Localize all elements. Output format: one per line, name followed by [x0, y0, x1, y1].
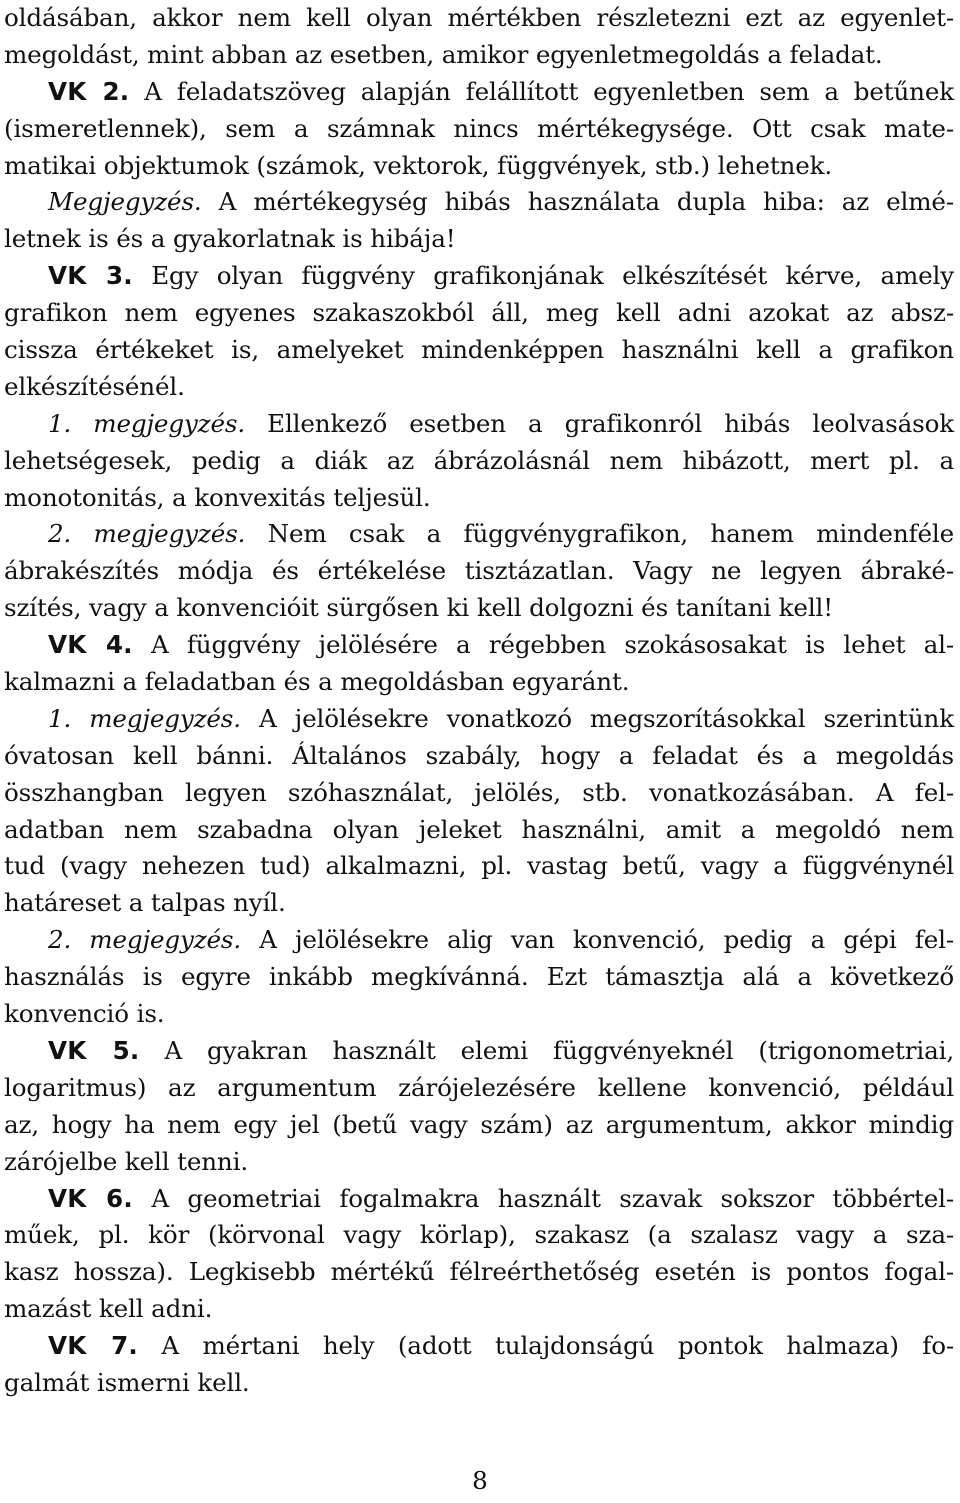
text-line: adatban nem szabadna olyan jeleket használni, amit a megoldó nem [4, 814, 954, 844]
rule-heading: VK 2. [48, 76, 130, 106]
text-line: letnek is és a gyakorlatnak is hibája! [4, 224, 456, 254]
rule-heading: VK 7. [48, 1331, 138, 1361]
text-line [4, 1328, 954, 1365]
text-line: galmát ismerni kell. [4, 1367, 250, 1397]
note-label: 2. megjegyzés. [48, 925, 242, 955]
note-text: Nem csak a függvénygrafikon, hanem mindenféle [245, 519, 954, 549]
note-label: Megjegyzés. [48, 187, 202, 217]
text-line: monotonitás, a konvexitás teljesül. [4, 482, 431, 512]
text-line: összhangban legyen szóhasználat, jelölés, stb. vonatkozásában. A fel- [4, 777, 954, 807]
text-line: megoldást, mint abban az esetben, amikor egyenletmegoldás a feladat. [4, 39, 883, 69]
note-text: A jelölésekre vonatkozó megszorításokkal szerintünk [240, 703, 954, 733]
text-line [4, 184, 954, 221]
text-line [4, 627, 954, 664]
note-text: A jelölésekre alig van konvenció, pedig a gépi fel- [241, 925, 954, 955]
rule-text: A gyakran használt elemi függvényeknél (trigonometriai, [139, 1035, 955, 1065]
rule-heading: VK 3. [48, 261, 133, 291]
text-line [4, 406, 954, 443]
text-line: műek, pl. kör (körvonal vagy körlap), szakasz (a szalasz vagy a sza- [4, 1220, 954, 1250]
text-line: használás is egyre inkább megkívánná. Ezt támasztja alá a következő [4, 962, 954, 992]
page-body [4, 0, 954, 1402]
rule-text: A feladatszöveg alapján felállított egyenletben sem a betűnek [129, 76, 955, 106]
page-number: 8 [472, 1466, 488, 1495]
text-line [4, 922, 954, 959]
text-line [4, 701, 954, 738]
text-line [4, 1181, 954, 1218]
text-line: logaritmus) az argumentum zárójelezésére kellene konvenció, például [4, 1072, 954, 1102]
note-label: 1. megjegyzés. [48, 408, 246, 438]
note-text: Ellenkező esetben a grafikonról hibás leolvasások [245, 408, 954, 438]
text-line: mazást kell adni. [4, 1294, 213, 1324]
rule-heading: VK 4. [48, 630, 133, 660]
text-line: oldásában, akkor nem kell olyan mértékben részletezni ezt az egyenlet- [4, 3, 954, 32]
rule-heading: VK 5. [48, 1035, 140, 1065]
text-line: konvenció is. [4, 999, 165, 1029]
rule-text: A függvény jelölésére a régebben szokásosakat is lehet al- [132, 630, 955, 660]
text-line [4, 258, 954, 295]
text-line: az, hogy ha nem egy jel (betű vagy szám) az argumentum, akkor mindig [4, 1109, 954, 1139]
text-line: tud (vagy nehezen tud) alkalmazni, pl. vastag betű, vagy a függvénynél [4, 851, 954, 881]
note-label: 2. megjegyzés. [48, 519, 246, 549]
rule-text: Egy olyan függvény grafikonjának elkészítését kérve, amely [132, 261, 954, 291]
text-line: határeset a talpas nyíl. [4, 888, 286, 918]
rule-text: A geometriai fogalmakra használt szavak sokszor többértel- [132, 1183, 955, 1213]
note-label: 1. megjegyzés. [48, 703, 241, 733]
text-line: elkészítésénél. [4, 371, 185, 401]
text-line [4, 1033, 954, 1070]
text-line: óvatosan kell bánni. Általános szabály, hogy a feladat és a megoldás [4, 740, 954, 770]
text-line: lehetségesek, pedig a diák az ábrázolásnál nem hibázott, mert pl. a [4, 445, 954, 475]
text-line [4, 516, 954, 553]
text-line: kasz hossza). Legkisebb mértékű félreérthetőség esetén is pontos fogal- [4, 1257, 954, 1287]
note-text: A mértékegység hibás használata dupla hiba: az elmé- [201, 187, 954, 217]
text-line: cissza értékeket is, amelyeket mindenképpen használni kell a grafikon [4, 335, 954, 365]
text-line: matikai objektumok (számok, vektorok, függvények, stb.) lehetnek. [4, 150, 833, 180]
rule-heading: VK 6. [48, 1183, 133, 1213]
text-line: zárójelbe kell tenni. [4, 1146, 249, 1176]
text-line: szítés, vagy a konvencióit sürgősen ki kell dolgozni és tanítani kell! [4, 593, 834, 623]
text-line: grafikon nem egyenes szakaszokból áll, meg kell adni azokat az absz- [4, 298, 954, 328]
text-line [4, 74, 954, 111]
text-line: (ismeretlennek), sem a számnak nincs mértékegysége. Ott csak mate- [4, 113, 954, 143]
text-line: ábrakészítés módja és értékelése tisztázatlan. Vagy ne legyen ábraké- [4, 556, 954, 586]
rule-text: A mértani hely (adott tulajdonságú pontok halmaza) fo- [137, 1331, 955, 1361]
text-line: kalmazni a feladatban és a megoldásban egyaránt. [4, 667, 630, 697]
